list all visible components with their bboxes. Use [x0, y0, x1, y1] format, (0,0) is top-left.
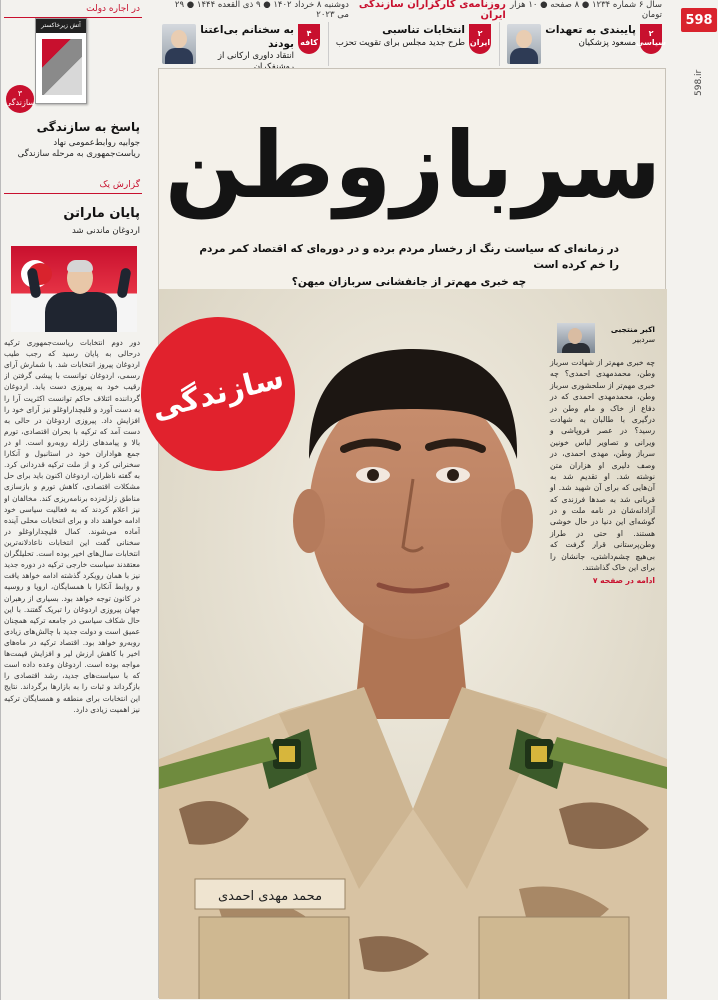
sidebar-subtitle: اردوغان ماندنی شد	[71, 226, 140, 236]
teaser-item[interactable]	[158, 22, 324, 66]
mini-front-page[interactable]	[35, 18, 87, 104]
teaser-text	[200, 24, 294, 73]
section-header: گزارش یک	[4, 180, 142, 194]
teaser-item[interactable]	[328, 22, 495, 66]
page-marker: ۲ ایران	[469, 24, 491, 54]
column-author	[599, 325, 655, 345]
teaser-title: به سخنانم بی‌اعتنا بودند	[200, 24, 294, 50]
sidebar-article-body: دور دوم انتخابات ریاست‌جمهوری ترکیه درحالی به پایان رسید که رجب طیب اردوغان پیروز انتخابات شد. با شمارش آرای رسمی، اردوغان توانست با پیشی گرفتن از رقیب خود به پیروزی دست یابد. اردوغان گرداننده ائتلاف حاکم توانست اکثریت آرا را به دست آورد و قلیچداراوغلو نیز آرای خود را افزایش داد. پیروزی اردوغان در حالی به دست آمد که ترکیه با بحران اقتصادی، تورم بالا و پیامدهای زلزله روبه‌رو است. او در جمع هواداران خود در استانبول و آنکارا سخنرانی کرد و از ملت ترکیه قدردانی کرد. به گفته ناظران، اردوغان اکنون باید برای حل مشکلات اقتصادی، کاهش تورم و بازسازی مناطق زلزله‌زده برنامه‌ریزی کند. مخالفان او نیز اعلام کردند که به فعالیت سیاسی خود ادامه خواهند داد و برای انتخابات محلی آینده آماده می‌شوند. کمال قلیچداراوغلو در سخنانی گفت این انتخابات ناعادلانه‌ترین انتخابات سال‌های اخیر بوده است. تحلیلگران معتقدند سیاست خارجی ترکیه در دوره جدید نیز با همان رویکرد گذشته ادامه خواهد یافت و روابط آنکارا با همسایگان، اروپا و روسیه در کانون توجه خواهد بود. بسیاری از رهبران جهان پیروزی اردوغان را تبریک گفتند. با این حال شکاف سیاسی در جامعه ترکیه همچنان عمیق است و دولت جدید با چالش‌های زیادی روبه‌رو خواهد بود. اقتصاد ترکیه در ماه‌های اخیر با کاهش ارزش لیر و افزایش قیمت‌ها مواجه بوده است. اردوغان وعده داده است که با سیاست‌های جدید، رشد اقتصادی را بازگرداند و ثبات را به بازارها برگرداند. نتایج این انتخابات برای منطقه و همسایگان ترکیه نیز اهمیت زیادی دارد.	[4, 338, 140, 714]
page-marker: ۴ کافه	[298, 24, 320, 54]
page-marker: ۲ سیاسی	[640, 24, 662, 54]
sidebar-subtitle: جوابیه روابط‌عمومی نهاد ریاست‌جمهوری به مرحله سازندگی	[17, 138, 140, 160]
site-url: 598.ir	[694, 69, 704, 96]
uniform-nametag: محمد مهدی احمدی	[217, 889, 323, 904]
column-text: چه خبری مهم‌تر از شهادت سرباز وطن، محمدمهدی احمدی؟ چه خبری مهم‌تر از سلحشوری سرباز وطن، محمدمهدی احمدی که در دفاع از خاک و مام وطن در درگیری با طالبان به شهادت رسید؟ در عصر فروپاشی و ویرانی و تصاویر لباس خونین سرباز وطن، مهدی احمدی، در وصف دلیری او هزاران متن نوشته شد. او تقدیم شد به آن‌هایی که برای آن شهید شد. او قربانی شد به صدها فرزندی که آزادانه‌شان در نامه ملت و در گوشه‌ای این دنیا در حال خوشی هستند. او حتی در طراز وطن‌پرستانی قرار گرفت که بی‌هیچ چشم‌داشتی، جانشان را برای این خاک گذاشتند.	[550, 358, 655, 573]
section-header: در اجاره دولت	[4, 4, 142, 18]
site-logo[interactable]: 598	[681, 8, 717, 32]
mini-front-photo	[42, 39, 82, 95]
sidebar-title[interactable]: پایان ماراتن	[63, 206, 140, 221]
teaser-subtitle: مسعود پزشکیان	[578, 37, 636, 48]
teaser-title: پایبندی به تعهدات	[545, 24, 636, 36]
author-avatar	[557, 323, 595, 353]
masthead	[158, 0, 666, 20]
continued-link[interactable]: ادامه در صفحه ۷	[592, 576, 655, 586]
sidebar-title[interactable]: پاسخ به سازندگی	[36, 120, 140, 134]
mini-front-title: آتش زیرخاکستر	[36, 19, 86, 33]
column-body	[550, 357, 655, 587]
teaser-photo	[162, 24, 196, 64]
teaser-photo	[507, 24, 541, 64]
main-story	[148, 68, 666, 998]
main-headline[interactable]: سربازوطن	[164, 112, 662, 219]
teaser-item[interactable]	[499, 22, 666, 66]
teaser-title: انتخابات تناسبی	[382, 24, 465, 36]
editorial-column	[550, 323, 655, 673]
paper-name: روزنامه‌ی کارگزاران سازندگی ایران	[358, 0, 506, 21]
erdogan-photo	[11, 246, 137, 332]
issue-date: دوشنبه ۸ خرداد ۱۴۰۲ ● ۹ ذی القعده ۱۴۴۴ ● ۲۹ می ۲۰۲۳	[174, 0, 349, 20]
left-sidebar	[0, 0, 146, 1000]
page-badge: ۳ سازندگی	[6, 85, 34, 113]
sazandegi-stamp-logo: سازندگی	[125, 301, 312, 488]
issue-info: سال ۶ شماره ۱۲۳۴ ● ۸ صفحه ● ۱۰ هزار تومان	[509, 0, 662, 20]
author-role: سردبیر	[632, 334, 655, 344]
author-name: اکبر منتجبی	[610, 325, 655, 334]
teaser-text	[545, 24, 636, 49]
deck-line: چه خبری مهم‌تر از جانفشانی سربازان میهن؟	[291, 275, 527, 288]
teaser-subtitle: انتقاد داوری ارکانی از	[217, 51, 294, 62]
teaser-text	[336, 24, 465, 49]
deck-line: در زمانه‌ای که سیاست رنگ از رخسار مردم برده و در دوره‌ای که اقتصاد کمر مردم را خم کرده است	[199, 243, 619, 272]
top-teasers	[158, 22, 666, 66]
teaser-subtitle: طرح جدید مجلس برای تقویت تحزب	[335, 37, 465, 48]
